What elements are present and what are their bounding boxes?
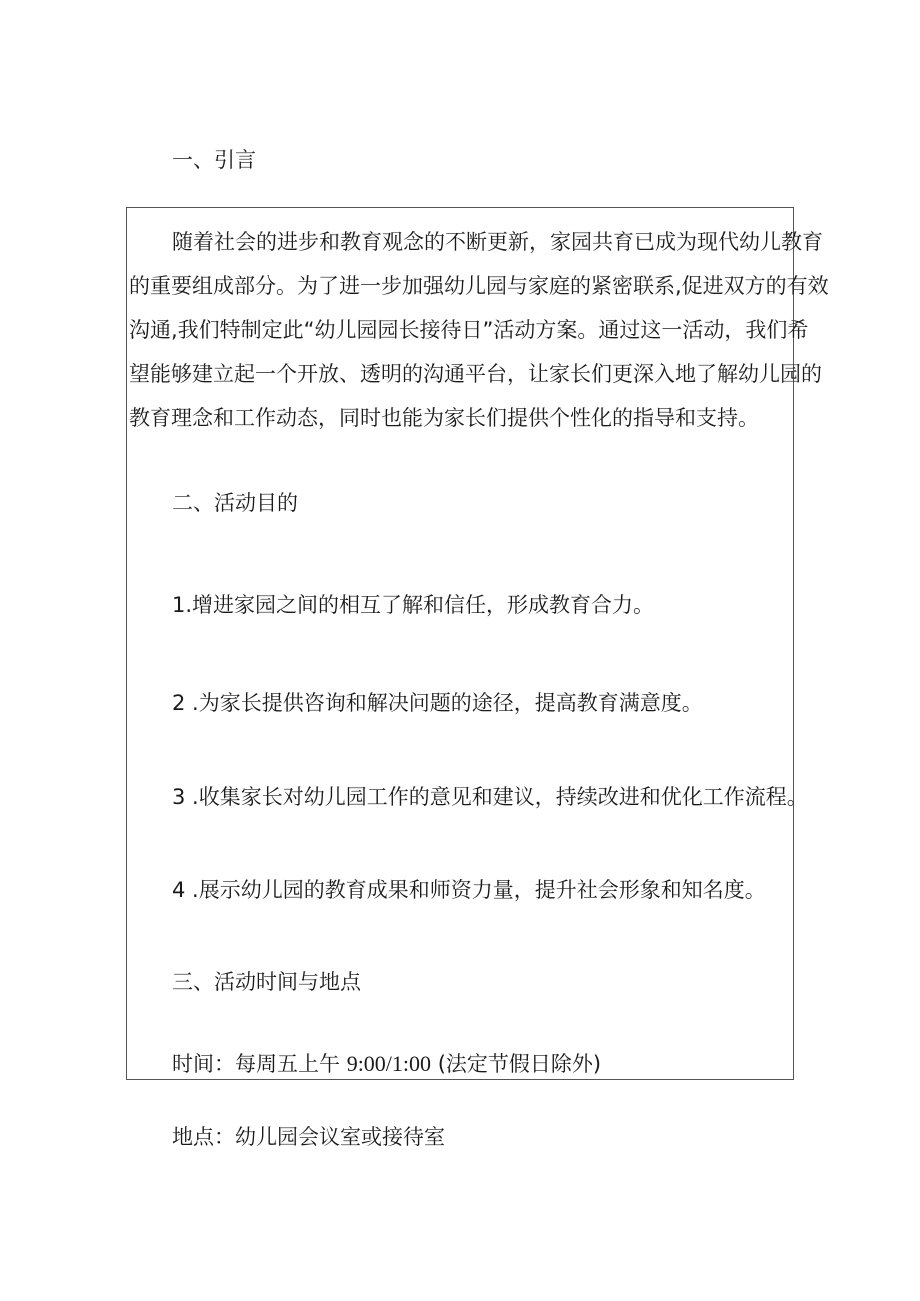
objective-item-3: 3 .收集家长对幼儿园工作的意见和建议，持续改进和优化工作流程。 <box>172 785 808 809</box>
activity-time <box>172 1050 601 1078</box>
section-3-heading: 三、活动时间与地点 <box>172 970 361 994</box>
time-note: (法定节假日除外) <box>437 1052 602 1076</box>
intro-line-2: 的重要组成部分。为了进一步加强幼儿园与家庭的紧密联系,促进双方的有效 <box>129 274 829 298</box>
time-label: 时间：每周五上午 <box>172 1052 340 1076</box>
objective-item-4: 4 .展示幼儿园的教育成果和师资力量，提升社会形象和知名度。 <box>172 878 766 902</box>
objective-item-1: 1.增进家园之间的相互了解和信任，形成教育合力。 <box>172 593 655 617</box>
time-value: 9:00/1:00 <box>346 1051 432 1076</box>
intro-line-4: 望能够建立起一个开放、透明的沟通平台，让家长们更深入地了解幼儿园的 <box>129 362 822 386</box>
section-1-heading: 一、引言 <box>172 148 256 172</box>
section-2-heading: 二、活动目的 <box>172 491 298 515</box>
intro-line-5: 教育理念和工作动态，同时也能为家长们提供个性化的指导和支持。 <box>129 406 759 430</box>
activity-place: 地点：幼儿园会议室或接待室 <box>172 1125 445 1149</box>
intro-line-3: 沟通,我们特制定此“幼儿园园长接待日”活动方案。通过这一活动，我们希 <box>129 318 809 342</box>
intro-line-1: 随着社会的进步和教育观念的不断更新，家园共育已成为现代幼儿教育 <box>172 230 823 254</box>
objective-item-2: 2 .为家长提供咨询和解决问题的途径，提高教育满意度。 <box>172 691 703 715</box>
